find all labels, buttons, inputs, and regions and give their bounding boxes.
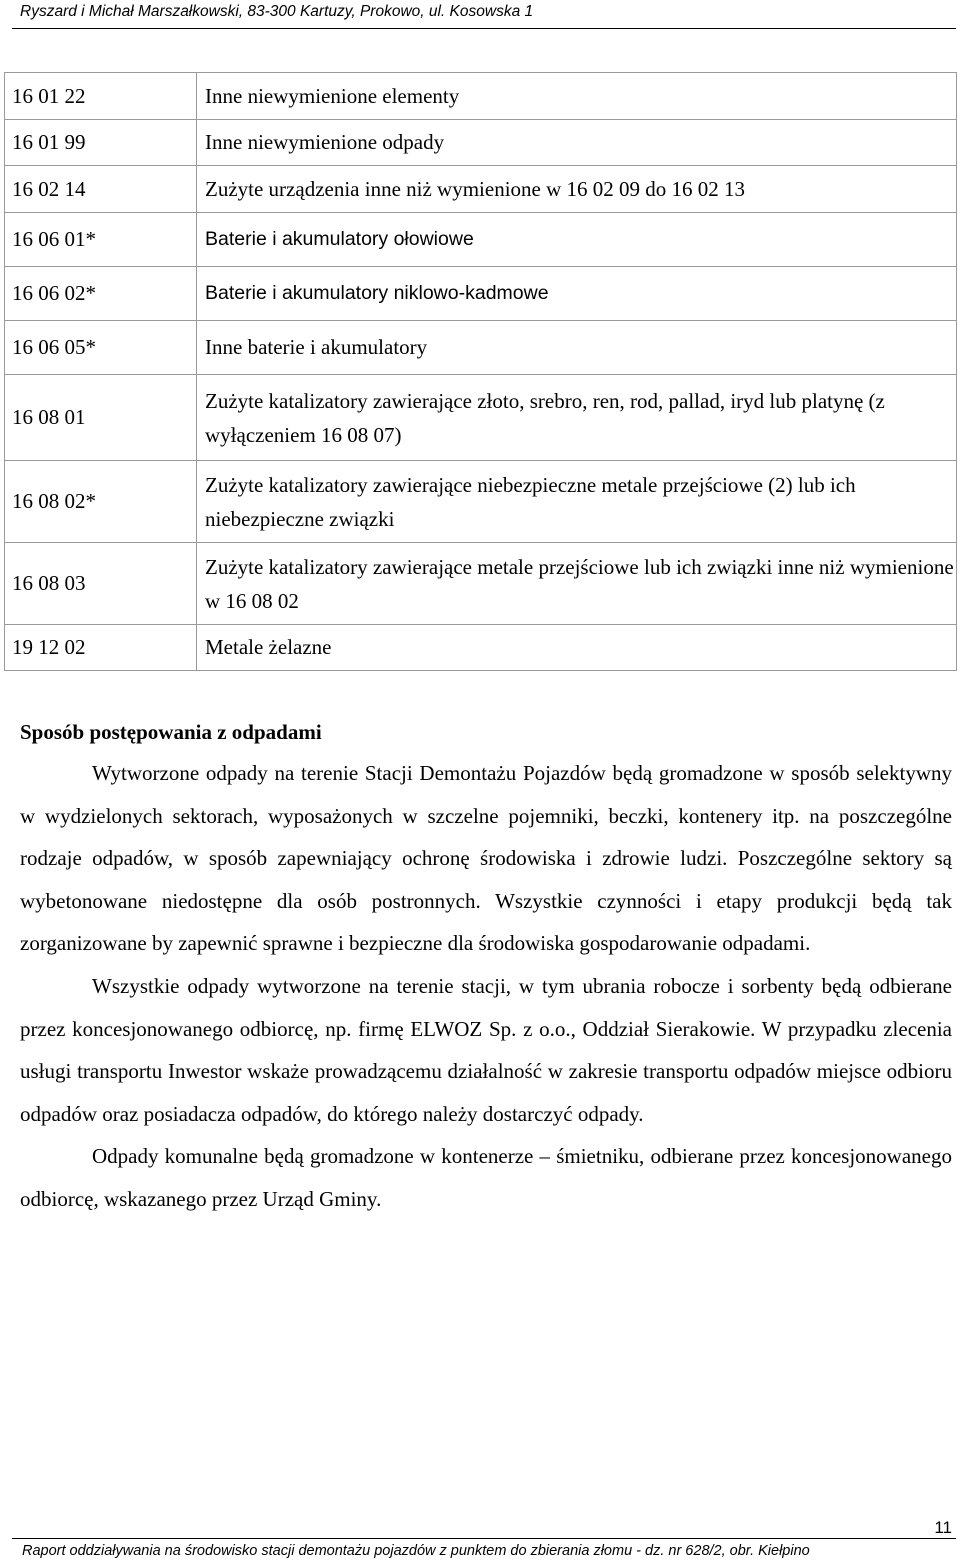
table-row xyxy=(5,461,957,543)
waste-code: 16 08 01 xyxy=(5,375,197,461)
waste-description: Inne baterie i akumulatory xyxy=(197,321,957,375)
table-row xyxy=(5,213,957,267)
waste-code: 19 12 02 xyxy=(5,625,197,671)
table-row xyxy=(5,73,957,120)
waste-description: Baterie i akumulatory niklowo-kadmowe xyxy=(197,267,957,321)
waste-description: Zużyte katalizatory zawierające niebezpieczne metale przejściowe (2) lub ich niebezpieczne związki xyxy=(197,461,957,543)
table-row xyxy=(5,625,957,671)
table-row xyxy=(5,120,957,166)
paragraph: Wytworzone odpady na terenie Stacji Demontażu Pojazdów będą gromadzone w sposób selektywny w wydzielonych sektorach, wyposażonych w szczelne pojemniki, beczki, kontenery itp. na poszczególne rodzaje odpadów, w sposób zapewniający ochronę środowiska i zdrowie ludzi. Poszczególne sektory są wybetonowane niedostępne dla osób postronnych. Wszystkie czynności i etapy produkcji będą tak zorganizowane by zapewnić sprawne i bezpieczne dla środowiska gospodarowanie odpadami. xyxy=(20,761,952,956)
paragraph: Wszystkie odpady wytworzone na terenie stacji, w tym ubrania robocze i sorbenty będą odbierane przez koncesjonowanego odbiorcę, np. firmę ELWOZ Sp. z o.o., Oddział Sierakowie. W przypadku zlecenia usługi transportu Inwestor wskaże prowadzącemu działalność w zakresie transportu odpadów miejsce odbioru odpadów oraz posiadacza odpadów, do którego należy dostarczyć odpady. xyxy=(20,973,952,1126)
waste-description: Inne niewymienione elementy xyxy=(197,73,957,120)
table-row xyxy=(5,543,957,625)
table-row xyxy=(5,375,957,461)
header-divider xyxy=(12,28,956,29)
paragraph: Odpady komunalne będą gromadzone w kontenerze – śmietniku, odbierane przez koncesjonowanego odbiorcę, wskazanego przez Urząd Gminy. xyxy=(20,1144,952,1211)
table-row xyxy=(5,166,957,213)
waste-handling-section xyxy=(20,712,952,1221)
waste-description: Zużyte katalizatory zawierające złoto, srebro, ren, rod, pallad, iryd lub platynę (z wyłączeniem 16 08 07) xyxy=(197,375,957,461)
waste-description: Zużyte urządzenia inne niż wymienione w 16 02 09 do 16 02 13 xyxy=(197,166,957,213)
waste-code: 16 08 02* xyxy=(5,461,197,543)
table-row xyxy=(5,321,957,375)
waste-code: 16 01 22 xyxy=(5,73,197,120)
table-row xyxy=(5,267,957,321)
section-title: Sposób postępowania z odpadami xyxy=(20,720,322,744)
page-number: 11 xyxy=(934,1518,952,1537)
waste-codes-table xyxy=(4,72,957,671)
waste-code: 16 02 14 xyxy=(5,166,197,213)
waste-code: 16 06 05* xyxy=(5,321,197,375)
page-footer: Raport oddziaływania na środowisko stacji demontażu pojazdów z punktem do zbierania złomu - dz. nr 628/2, obr. Kiełpino xyxy=(22,1543,810,1559)
waste-code: 16 01 99 xyxy=(5,120,197,166)
waste-description: Metale żelazne xyxy=(197,625,957,671)
footer-divider xyxy=(12,1538,956,1539)
waste-description: Zużyte katalizatory zawierające metale przejściowe lub ich związki inne niż wymienione w 16 08 02 xyxy=(197,543,957,625)
waste-description: Inne niewymienione odpady xyxy=(197,120,957,166)
page-header: Ryszard i Michał Marszałkowski, 83-300 Kartuzy, Prokowo, ul. Kosowska 1 xyxy=(20,3,534,20)
waste-code: 16 06 02* xyxy=(5,267,197,321)
waste-code: 16 06 01* xyxy=(5,213,197,267)
waste-code: 16 08 03 xyxy=(5,543,197,625)
waste-description: Baterie i akumulatory ołowiowe xyxy=(197,213,957,267)
